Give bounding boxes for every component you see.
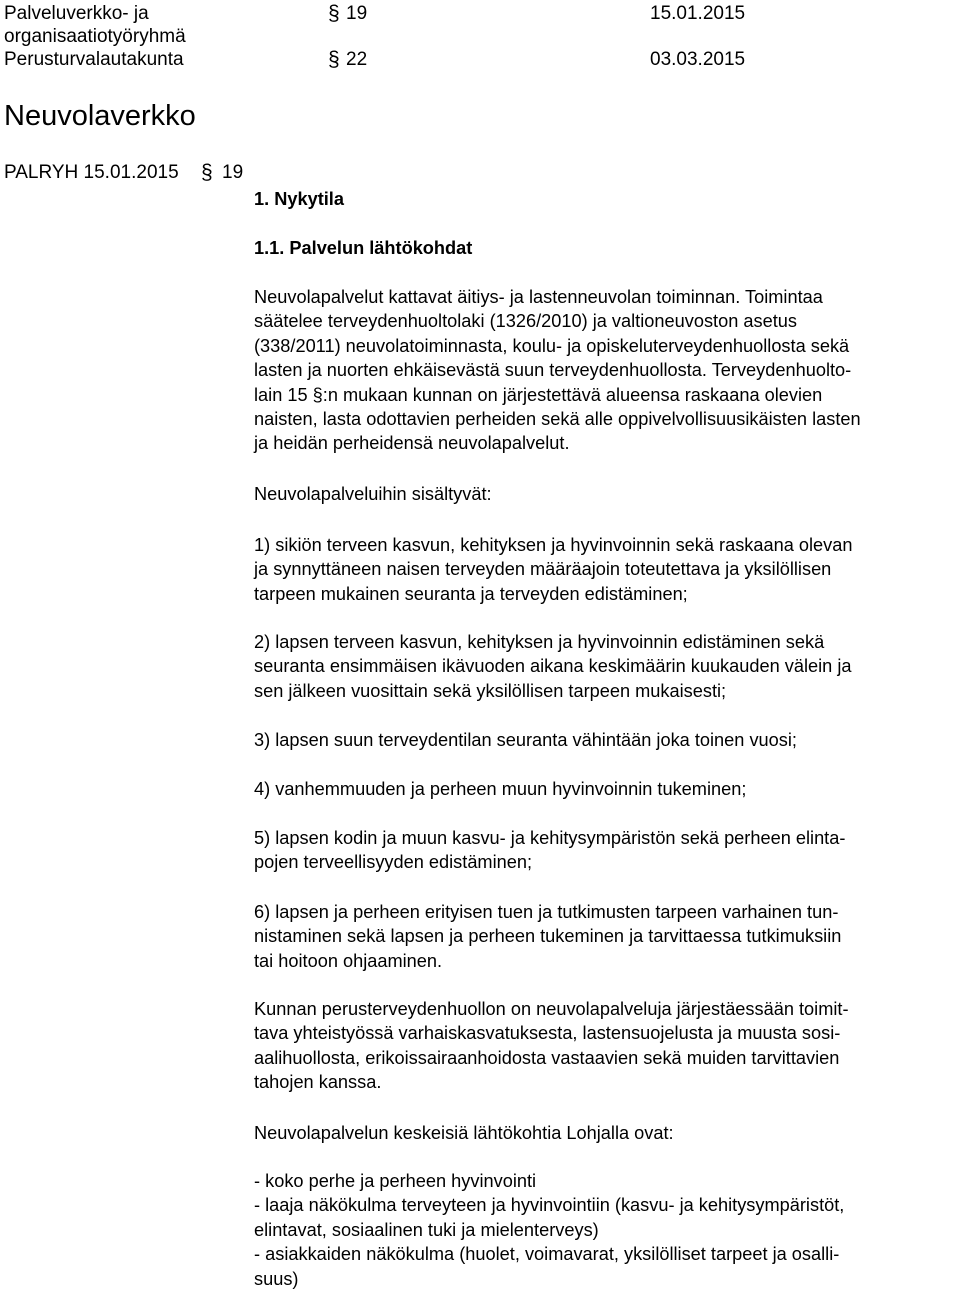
text-line: tai hoitoon ohjaaminen. <box>254 950 443 971</box>
text-line: (338/2011) neuvolatoiminnasta, koulu- ja opiskeluterveydenhuollosta sekä <box>254 335 850 356</box>
list-item-4 <box>254 777 960 801</box>
header-body-line-1: Palveluverkko- ja <box>4 3 149 24</box>
paragraph-cooperation <box>254 997 960 1095</box>
header-body-line-2: organisaatiotyöryhmä <box>4 26 186 47</box>
text-line: lasten ja nuorten ehkäisevästä suun terveydenhuollosta. Terveydenhuolto- <box>254 360 852 381</box>
paragraph-principles-lead <box>254 1121 960 1145</box>
text-line: - laaja näkökulma terveyteen ja hyvinvointiin (kasvu- ja kehitysympäristöt, <box>254 1195 845 1216</box>
text-line: 4) vanhemmuuden ja perheen muun hyvinvoinnin tukeminen; <box>254 779 747 799</box>
list-item-2 <box>254 630 960 703</box>
header-body: Perusturvalautakunta <box>4 49 184 70</box>
text-line: Neuvolapalvelun keskeisiä lähtökohtia Lohjalla ovat: <box>254 1123 674 1143</box>
text-line: Neuvolapalvelut kattavat äitiys- ja lastenneuvolan toiminnan. Toimintaa <box>254 287 823 307</box>
text-line: 3) lapsen suun terveydentilan seuranta vähintään joka toinen vuosi; <box>254 730 797 750</box>
text-line: seuranta ensimmäisen ikävuoden aikana keskimäärin kuukauden välein ja <box>254 656 852 677</box>
reference-text: PALRYH 15.01.2015 <box>4 162 179 183</box>
text-line: 6) lapsen ja perheen erityisen tuen ja tutkimusten tarpeen varhainen tun- <box>254 902 839 922</box>
document-title: Neuvolaverkko <box>4 100 196 132</box>
header-date: 03.03.2015 <box>650 49 746 70</box>
header-section-number: 19 <box>346 3 368 24</box>
text-line: pojen terveellisyyden edistäminen; <box>254 852 533 873</box>
text-line: sen jälkeen vuosittain sekä yksilöllisen tarpeen mukaisesti; <box>254 680 727 701</box>
text-line: nistaminen sekä lapsen ja perheen tukeminen ja tarvittaessa tutkimuksiin <box>254 926 842 947</box>
list-item-5 <box>254 826 960 875</box>
text-line: tahojen kanssa. <box>254 1072 382 1093</box>
list-item-6 <box>254 900 960 973</box>
subsection-heading: 1.1. Palvelun lähtökohdat <box>254 238 473 258</box>
paragraph-symbol: § <box>201 161 213 184</box>
paragraph-intro <box>254 285 960 456</box>
text-line: ja heidän perheidensä neuvolapalvelut. <box>254 433 570 454</box>
text-line: lain 15 §:n mukaan kunnan on järjestettävä alueensa raskaana olevien <box>254 384 823 405</box>
text-line: - asiakkaiden näkökulma (huolet, voimavarat, yksilölliset tarpeet ja osalli- <box>254 1244 840 1265</box>
list-item-1 <box>254 533 960 606</box>
text-line: tarpeen mukainen seuranta ja terveyden edistäminen; <box>254 583 688 604</box>
paragraph-symbol: § <box>328 2 340 25</box>
text-line: 2) lapsen terveen kasvun, kehityksen ja hyvinvoinnin edistäminen sekä <box>254 632 825 652</box>
text-line: Kunnan perusterveydenhuollon on neuvolapalveluja järjestäessään toimit- <box>254 999 849 1019</box>
text-line: 5) lapsen kodin ja muun kasvu- ja kehitysympäristön sekä perheen elinta- <box>254 828 846 848</box>
reference-number: 19 <box>222 162 244 183</box>
header-section-number: 22 <box>346 49 368 70</box>
paragraph-symbol: § <box>328 48 340 71</box>
list-item-3 <box>254 728 960 752</box>
text-line: Neuvolapalveluihin sisältyvät: <box>254 484 492 504</box>
text-line: säätelee terveydenhuoltolaki (1326/2010) ja valtioneuvoston asetus <box>254 311 797 332</box>
text-line: elintavat, sosiaalinen tuki ja mielenterveys) <box>254 1219 599 1240</box>
header-date: 15.01.2015 <box>650 3 746 24</box>
text-line: ja synnyttäneen naisen terveyden määräajoin toteutettava ja yksilöllisen <box>254 559 832 580</box>
paragraph-services-lead <box>254 482 960 506</box>
text-line: aalihuollosta, erikoissairaanhoidosta vastaavien sekä muiden tarvittavien <box>254 1047 840 1068</box>
section-heading: 1. Nykytila <box>254 189 344 209</box>
text-line: 1) sikiön terveen kasvun, kehityksen ja hyvinvoinnin sekä raskaana olevan <box>254 535 853 555</box>
text-line: tava yhteistyössä varhaiskasvatuksesta, lastensuojelusta ja muusta sosi- <box>254 1023 841 1044</box>
text-line: suus) <box>254 1268 299 1289</box>
text-line: naisten, lasta odottavien perheiden sekä alle oppivelvollisuusikäisten lasten <box>254 409 861 430</box>
principles-list <box>254 1169 960 1291</box>
text-line: - koko perhe ja perheen hyvinvointi <box>254 1171 537 1191</box>
